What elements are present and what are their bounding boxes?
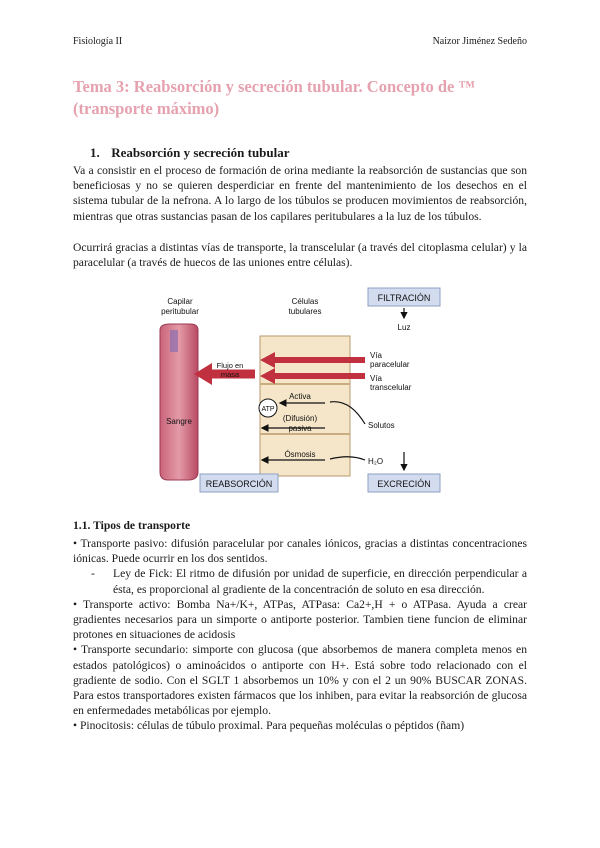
celulas-label-2: tubulares	[288, 307, 322, 316]
diagram-svg	[150, 284, 450, 494]
sangre-label: Sangre	[166, 417, 192, 426]
celulas-label-1: Células	[291, 297, 319, 306]
flujo-label-1: Flujo en	[216, 361, 244, 370]
difusion-label-2: pasiva	[288, 424, 312, 433]
via-paracelular-2: paracelular	[370, 360, 410, 369]
fick-text: Ley de Fick: El ritmo de difusión por unidad de superficie, en dirección perpendicular a ésta, es proporcional al gradiente de la concentración de soluto en esa dirección.	[113, 567, 527, 596]
difusion-label-1: (Difusión)	[282, 414, 318, 423]
section-heading	[90, 145, 290, 161]
activa-label: Activa	[289, 392, 311, 401]
section-number: 1.	[90, 145, 100, 160]
capillary-vessel	[160, 324, 198, 480]
figure-reabsorption-diagram	[150, 284, 450, 494]
via-transcelular-2: transcelular	[370, 383, 412, 392]
filtration-label: FILTRACIÓN	[377, 293, 431, 303]
osmosis-label: Ósmosis	[284, 450, 316, 459]
excretion-label: EXCRECIÓN	[377, 479, 431, 489]
flujo-label-2: masa	[220, 370, 240, 379]
capilar-label-1: Capilar	[167, 297, 193, 306]
sub-bullet: -	[91, 567, 95, 581]
h2o-label: H₂O	[368, 457, 384, 466]
subsection-heading: 1.1. Tipos de transporte	[73, 519, 191, 532]
via-transcelular-1: Vía	[370, 374, 383, 383]
paragraph-1: Va a consistir en el proceso de formación de orina mediante la reabsorción de sustancias que son beneficiosas y no se quieren desperdiciar en frente del mantenimiento de los desechos en el sistema tubular de la nefrona. A lo largo de los túbulos se producen movimientos de reabsorción, mientras que otras sustancias pasan de los capilares peritubulares a la luz de los túbulos.	[73, 164, 527, 223]
capillary-highlight	[170, 330, 178, 352]
header-author: Naizor Jiménez Sedeño	[432, 36, 527, 47]
atp-label: ATP	[261, 406, 275, 413]
solutos-label: Solutos	[368, 421, 395, 430]
list-item: • Pinocitosis: células de túbulo proximal. Para pequeñas moléculas o péptidos (ñam)	[73, 719, 465, 733]
fick-subitem	[91, 566, 527, 596]
page-title: Tema 3: Reabsorción y secreción tubular. Concepto de ™ (transporte máximo)	[73, 77, 475, 118]
section-title: Reabsorción y secreción tubular	[111, 145, 290, 160]
list-item: • Transporte secundario: simporte con glucosa (que absorbemos de manera completa menos en estados patológicos) o aminoácidos o antiporte con H+. Está sobre todo relacionado con el gradiente de sodio. Con el SGLT 1 absorbemos un 10% y con el 2 un 90% BUSCAR ZONAS. Para estos transportadores existen fármacos que los inhiben, para evitar la reabsorción de glucosa en enfermedades metabólicas por ejemplo.	[73, 643, 527, 718]
luz-label: Luz	[397, 323, 411, 332]
header-subject: Fisiología II	[73, 36, 123, 47]
transport-list	[73, 536, 527, 734]
list-item: • Transporte pasivo: difusión paracelular por canales iónicos, gracias a distintas concentraciones iónicas. Puede ocurrir en los dos sentidos.	[73, 537, 527, 566]
reabsorption-label: REABSORCIÓN	[205, 479, 273, 489]
paragraph-2: Ocurrirá gracias a distintas vías de transporte, la transcelular (a través del citoplasma celular) y la paracelular (a través de huecos de las uniones entre células).	[73, 241, 527, 270]
via-paracelular-1: Vía	[370, 351, 383, 360]
list-item: • Transporte activo: Bomba Na+/K+, ATPas, ATPasa: Ca2+,H + o ATPasa. Ayuda a crear gradientes necesarios para un simporte o antiporte posterior. Tambien tiene funcion de eliminar protones en situaciones de acidosis	[73, 597, 527, 642]
capilar-label-2: peritubular	[161, 307, 199, 316]
